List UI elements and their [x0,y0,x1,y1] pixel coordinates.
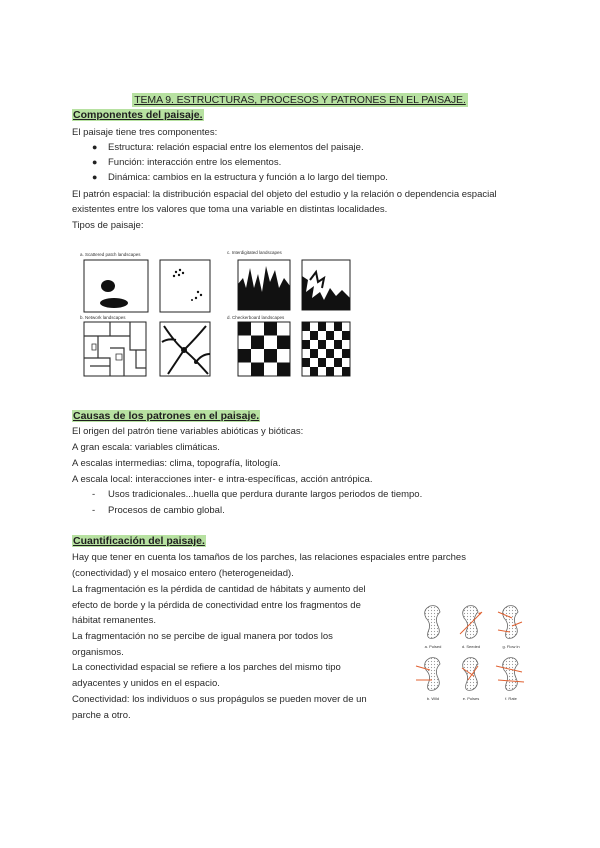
thumb-label-5: e. Pulses [462,696,480,701]
fig-label-a: a. Scattered patch landscapes [80,252,141,257]
interdigitated-left [238,260,290,310]
causas-line-2: A gran escala: variables climáticas. [72,442,220,453]
bullet-dot: ● [92,172,98,182]
connectivity-figure [412,600,532,710]
cuant-line-1: Hay que tener en cuenta los tamaños de los parches, las relaciones espaciales entre parches [72,552,466,563]
thumb-label-1: a. Pulsed [424,644,442,649]
heading-causas: Causas de los patrones en el paisaje. [73,410,260,422]
network-left [84,322,146,376]
scattered-patch-left [84,260,148,312]
bullet-dot: ● [92,142,98,152]
cuant-line-8: La conectividad espacial se refiere a los parches del mismo tipo [72,662,341,673]
bullet-dinamica: Dinámica: cambios en la estructura y función a lo largo del tiempo. [108,172,388,183]
corridor-thumb-5 [462,658,478,691]
cuant-line-7: organismos. [72,647,124,658]
thumb-label-2: d. Seeded [461,644,481,649]
thumb-label-6: f. Rate [505,696,517,701]
network-right [160,322,210,376]
title-wrap [0,90,600,108]
page-title: TEMA 9. ESTRUCTURAS, PROCESOS Y PATRONES EN EL PAISAJE. [134,94,466,106]
cuant-line-6: La fragmentación no se percibe de igual manera por todos los [72,631,333,642]
causas-line-1: El origen del patrón tiene variables abióticas y bióticas: [72,426,304,437]
corridor-thumb-2 [460,606,482,639]
thumb-label-4: b. Wild [426,696,440,701]
interdigitated-right [302,260,350,310]
fig-label-c: c. Interdigitated landscapes [227,250,282,255]
pattern-line-2: existentes entre los valores que toma una variable en distintas localidades. [72,204,388,215]
cuant-line-4: efecto de borde y la pérdida de conectividad entre los fragmentos de [72,600,361,611]
bullet-funcion: Función: interacción entre los elementos. [108,157,282,168]
checkerboard-fine [302,322,350,376]
cuant-line-10: Conectividad: los individuos o sus propágulos se pueden mover de un [72,694,367,705]
checkerboard-coarse [238,322,290,376]
fig-label-b: b. Network landscapes [80,315,126,320]
bullet-estructura: Estructura: relación espacial entre los elementos del paisaje. [108,142,364,153]
scattered-patch-right [160,260,210,312]
causas-line-4: A escala local: interacciones inter- e intra-específicas, acción antrópica. [72,474,373,485]
dash-procesos: Procesos de cambio global. [108,505,225,516]
intro-line: El paisaje tiene tres componentes: [72,127,218,138]
cuant-line-3: La fragmentación es la pérdida de cantidad de hábitats y aumento del [72,584,366,595]
causas-line-3: A escalas intermedias: clima, topografía, litología. [72,458,281,469]
bullet-dot: ● [92,157,98,167]
heading-cuantificacion: Cuantificación del paisaje. [73,535,205,547]
cuant-line-11: parche a otro. [72,710,131,721]
cuant-line-2: (conectividad) y el mosaico entero (heterogeneidad). [72,568,294,579]
landscape-types-figure [80,258,360,378]
corridor-thumb-3 [498,606,522,639]
dash-marker: - [92,489,96,500]
cuant-line-5: hábitat remanentes. [72,615,156,626]
dash-marker: - [92,505,96,516]
types-label: Tipos de paisaje: [72,220,144,231]
fig-label-d: d. Checkerboard landscapes [227,315,285,320]
corridor-thumb-1 [425,606,440,639]
corridor-thumb-6 [496,658,524,691]
dash-usos: Usos tradicionales...huella que perdura durante largos periodos de tiempo. [108,489,423,500]
corridor-thumb-4 [416,658,440,691]
cuant-line-9: adyacentes y unidos en el espacio. [72,678,220,689]
heading-componentes: Componentes del paisaje. [73,109,203,121]
pattern-line-1: El patrón espacial: la distribución espacial del objeto del estudio y la relación o dependencia espacial [72,189,497,200]
thumb-label-3: g. Flow in [502,644,520,649]
